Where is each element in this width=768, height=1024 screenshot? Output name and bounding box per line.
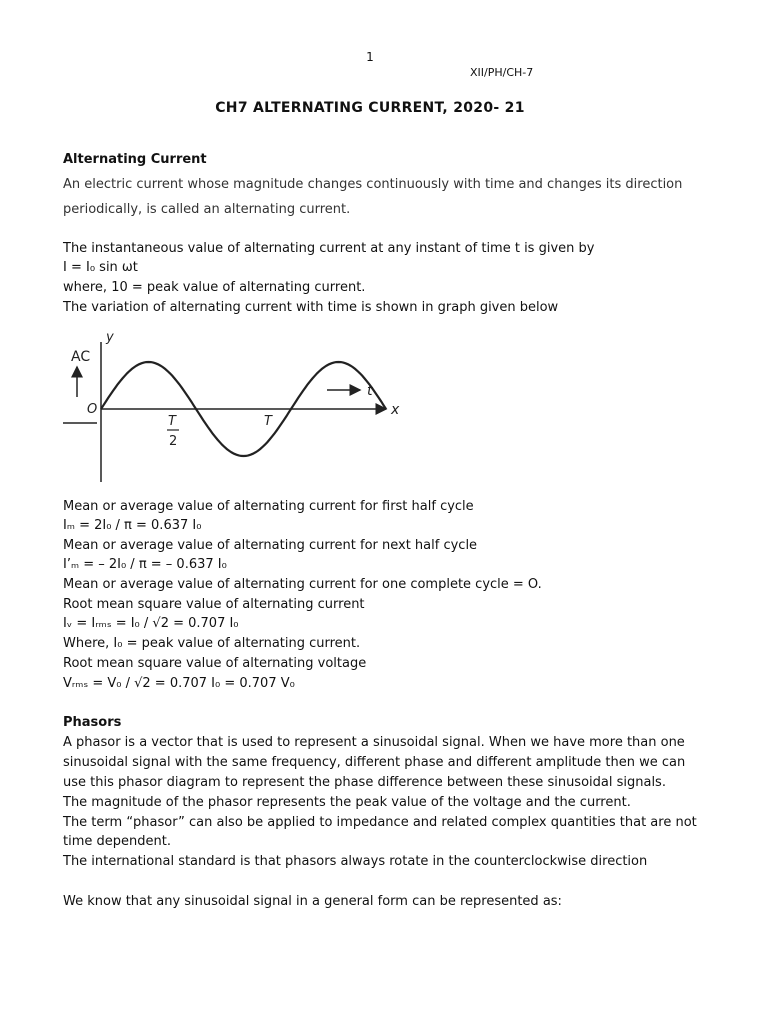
text-line: The international standard is that phasors always rotate in the counterclockwise direction (63, 854, 648, 869)
period-label: T (264, 414, 272, 429)
half-period-label-denominator: 2 (169, 434, 178, 449)
intro-line: periodically, is called an alternating current. (63, 202, 351, 217)
text-line: The instantaneous value of alternating current at any instant of time t is given by (63, 241, 595, 256)
text-line: use this phasor diagram to represent the phase difference between these sinusoidal signals. (63, 775, 666, 790)
text-line: We know that any sinusoidal signal in a general form can be represented as: (63, 894, 562, 909)
text-line: The magnitude of the phasor represents the peak value of the voltage and the current. (63, 795, 631, 810)
text-line: Root mean square value of alternating current (63, 597, 365, 612)
equation-line: Iₘ = 2I₀ / π = 0.637 I₀ (63, 518, 202, 533)
equation-line: Vᵣₘₛ = V₀ / √2 = 0.707 I₀ = 0.707 V₀ (63, 676, 295, 691)
intro-line: An electric current whose magnitude changes continuously with time and changes its direction (63, 177, 683, 192)
text-line: where, 10 = peak value of alternating current. (63, 280, 366, 295)
text-line: Mean or average value of alternating current for next half cycle (63, 538, 478, 553)
text-line: sinusoidal signal with the same frequency, different phase and different amplitude then we can (63, 755, 686, 770)
page-title: CH7 ALTERNATING CURRENT, 2020- 21 (215, 100, 525, 116)
ac-label: AC (71, 349, 91, 365)
equation-line: I = I₀ sin ωt (63, 260, 138, 275)
equation-line: Iᵥ = Iᵣₘₛ = I₀ / √2 = 0.707 I₀ (63, 616, 239, 631)
text-line: time dependent. (63, 834, 171, 849)
text-line: Mean or average value of alternating current for one complete cycle = O. (63, 577, 542, 592)
text-line: Mean or average value of alternating current for first half cycle (63, 499, 474, 514)
page-number: 1 (366, 50, 374, 64)
section-heading-alternating-current: Alternating Current (63, 152, 207, 167)
document-code: XII/PH/CH-7 (470, 66, 534, 79)
half-period-label-numerator: T (168, 414, 176, 429)
time-label: t (367, 383, 373, 399)
origin-label: O (87, 402, 98, 417)
ac-sine-graph (63, 327, 403, 492)
text-line: Root mean square value of alternating voltage (63, 656, 367, 671)
section-heading-phasors: Phasors (63, 715, 122, 730)
y-axis-label: y (106, 330, 114, 345)
x-axis-label: x (391, 402, 400, 418)
text-line: A phasor is a vector that is used to represent a sinusoidal signal. When we have more than one (63, 735, 685, 750)
equation-line: I’ₘ = – 2I₀ / π = – 0.637 I₀ (63, 557, 227, 572)
text-line: The term “phasor” can also be applied to impedance and related complex quantities that are not (63, 815, 697, 830)
text-line: Where, I₀ = peak value of alternating current. (63, 636, 361, 651)
text-line: The variation of alternating current with time is shown in graph given below (63, 300, 559, 315)
